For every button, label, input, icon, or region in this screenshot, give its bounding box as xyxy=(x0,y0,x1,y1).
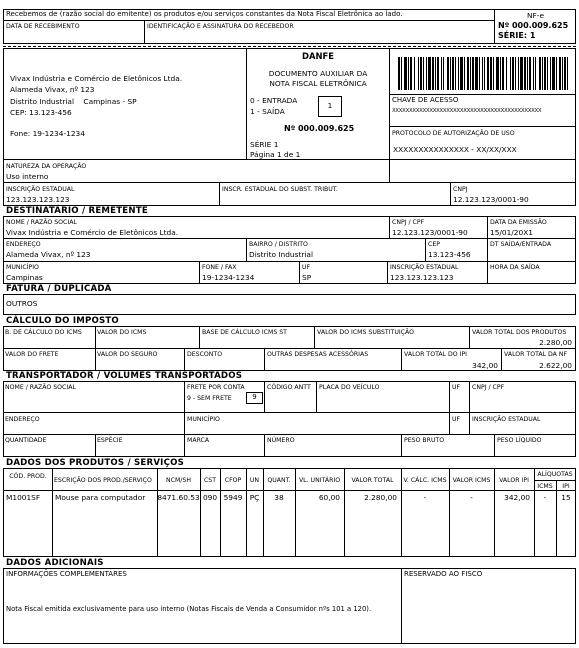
recipient-emission-label: DATA DA EMISSÃO xyxy=(490,219,547,226)
products-col-v xyxy=(52,468,53,557)
receipt-vline-date xyxy=(144,20,145,44)
additional-vline xyxy=(401,568,402,644)
cnpj-value: 12.123.123/0001-90 xyxy=(453,195,529,204)
recipient-exit-date-label: DT SAÍDA/ENTRADA xyxy=(490,241,552,248)
tax-total-nf-label: VALOR TOTAL DA NF xyxy=(504,351,568,358)
products-desc-header: ESCRIÇÃO DOS PROD./SERVIÇO xyxy=(54,477,152,484)
products-un-header: UN xyxy=(249,477,260,484)
receipt-series: SÉRIE: 1 xyxy=(498,31,536,40)
tax-r1-v2 xyxy=(199,326,200,348)
products-ncm-header: NCM/SH xyxy=(166,477,191,484)
receipt-nfe-label: NF-e xyxy=(527,11,544,20)
products-icms-header: VALOR ICMS xyxy=(452,477,491,484)
tax-r2-v4 xyxy=(401,348,402,371)
transport-r3-v3 xyxy=(264,434,265,457)
transport-freight-value: 9 xyxy=(252,393,257,401)
product-code: M1001SF xyxy=(6,493,41,502)
tax-total-nf-value: 2.622,00 xyxy=(539,361,572,370)
danfe-subtitle-1: DOCUMENTO AUXILIAR DA xyxy=(268,69,368,78)
products-qty-header: QUANT. xyxy=(267,477,291,484)
additional-info-label: INFORMAÇÕES COMPLEMENTARES xyxy=(6,570,127,578)
recipient-uf-label: UF xyxy=(302,264,311,271)
transport-r3-v1 xyxy=(95,434,96,457)
products-code-header: CÓD. PROD. xyxy=(9,473,47,480)
recipient-cep-label: CEP xyxy=(428,241,440,248)
transport-qty-label: QUANTIDADE xyxy=(5,437,47,444)
tax-hline xyxy=(3,348,576,349)
product-un: PÇ xyxy=(249,493,260,502)
product-icms: - xyxy=(470,493,473,502)
tax-freight-label: VALOR DO FRETE xyxy=(5,351,59,358)
ie-st-label: INSCR. ESTADUAL DO SUBST. TRIBUT. xyxy=(222,186,338,193)
product-unit: 60,00 xyxy=(318,493,340,502)
transport-species-label: ESPÉCIE xyxy=(97,437,123,444)
transport-r1-v3 xyxy=(316,381,317,412)
barcode xyxy=(398,57,568,90)
products-section-title: DADOS DOS PRODUTOS / SERVIÇOS xyxy=(6,458,184,468)
invoice-section-title: FATURA / DUPLICADA xyxy=(6,284,112,294)
recipient-hline-1 xyxy=(3,238,576,239)
recipient-city-label: MUNICÍPIO xyxy=(6,264,39,271)
recipient-r2-v3 xyxy=(487,238,488,261)
recipient-r1-v1 xyxy=(389,216,390,238)
nature-right-box xyxy=(389,159,576,183)
danfe-number: Nº 000.009.625 xyxy=(284,124,355,133)
transport-number-label: NÚMERO xyxy=(267,437,295,444)
product-cst: 090 xyxy=(202,493,218,502)
transport-r3-v4 xyxy=(401,434,402,457)
issuer-cep: CEP: 13.123-456 xyxy=(10,108,72,117)
tax-section-title: CÁLCULO DO IMPOSTO xyxy=(6,316,119,326)
transport-r1-v5 xyxy=(469,381,470,412)
recipient-section-title: DESTINATÁRIO / REMETENTE xyxy=(6,206,148,216)
access-protocol-value: XXXXXXXXXXXXXXX - XX/XX/XXX xyxy=(393,145,517,154)
ie-vline-2 xyxy=(450,182,451,206)
product-cfop: 5949 xyxy=(223,493,243,502)
transport-r1-v4 xyxy=(449,381,450,412)
products-bc-header: V. CÁLC. ICMS xyxy=(403,477,447,484)
receipt-number: Nº 000.009.625 xyxy=(498,21,569,30)
recipient-exit-time-label: HORA DA SAÍDA xyxy=(490,264,540,271)
receipt-divider xyxy=(3,20,495,21)
tax-r1-v1 xyxy=(95,326,96,348)
product-ncm: 8471.60.53 xyxy=(157,493,200,502)
products-rate-icms-header: ICMS xyxy=(537,483,553,490)
transport-gross-label: PESO BRUTO xyxy=(404,437,445,444)
tax-ipi-label: VALOR TOTAL DO IPI xyxy=(404,351,468,358)
product-rate-ipi: 15 xyxy=(561,493,571,502)
products-rate-ipi-header: IPI xyxy=(562,483,570,490)
products-cfop-header: CFOP xyxy=(224,477,242,484)
transport-r2-v3 xyxy=(469,412,470,434)
tax-other-label: OUTRAS DESPESAS ACESSÓRIAS xyxy=(267,351,369,358)
tax-icms-label: VALOR DO ICMS xyxy=(97,329,147,336)
ie-label: INSCRIÇÃO ESTADUAL xyxy=(6,186,75,193)
receipt-date-label: DATA DE RECEBIMENTO xyxy=(6,23,80,30)
recipient-ie-value: 123.123.123.123 xyxy=(390,273,454,282)
transport-hline-2 xyxy=(3,434,576,435)
tax-r2-v2 xyxy=(184,348,185,371)
transport-r3-v2 xyxy=(184,434,185,457)
barcode-bar xyxy=(567,57,568,90)
issuer-district-city: Distrito Industrial Campinas - SP xyxy=(10,97,137,106)
transport-r1-v2 xyxy=(264,381,265,412)
recipient-r2-v2 xyxy=(425,238,426,261)
recipient-name-label: NOME / RAZÃO SOCIAL xyxy=(6,219,77,226)
additional-section-title: DADOS ADICIONAIS xyxy=(6,558,104,568)
tax-insurance-label: VALOR DO SEGURO xyxy=(97,351,158,358)
issuer-phone: Fone: 19-1234-1234 xyxy=(10,129,85,138)
transport-r1-v1 xyxy=(184,381,185,412)
products-col-v xyxy=(534,468,535,557)
transport-section-title: TRANSPORTADOR / VOLUMES TRANSPORTADOS xyxy=(6,371,243,381)
tax-icms-st-label: VALOR DO ICMS SUBSTITUIÇÃO xyxy=(317,329,414,336)
tax-total-products-label: VALOR TOTAL DOS PRODUTOS xyxy=(472,329,567,336)
recipient-cep-value: 13.123-456 xyxy=(428,250,471,259)
transport-antt-label: CÓDIGO ANTT xyxy=(267,384,311,391)
products-unit-header: VL. UNITÁRIO xyxy=(298,477,341,484)
transport-net-label: PESO LÍQUIDO xyxy=(497,437,542,444)
recipient-r3-v3 xyxy=(387,261,388,284)
recipient-cnpj-label: CNPJ / CPF xyxy=(392,219,425,226)
recipient-r3-v1 xyxy=(199,261,200,284)
cut-line xyxy=(3,46,576,47)
recipient-phone-value: 19-1234-1234 xyxy=(202,273,255,282)
tax-r1-v4 xyxy=(469,326,470,348)
ie-vline-1 xyxy=(219,182,220,206)
transport-address-label: ENDEREÇO xyxy=(5,416,40,423)
receipt-header-text: Recebemos de (razão social do emitente) os produtos e/ou serviços constantes da Nota Fiscal Eletrônica ao lado. xyxy=(6,10,403,18)
recipient-r3-v4 xyxy=(487,261,488,284)
transport-r2-v2 xyxy=(449,412,450,434)
danfe-type-value: 1 xyxy=(327,101,333,110)
recipient-emission-value: 15/01/20X1 xyxy=(490,228,533,237)
transport-brand-label: MARCA xyxy=(187,437,210,444)
recipient-uf-value: SP xyxy=(302,273,312,282)
access-line-1 xyxy=(389,94,576,95)
product-rate-icms: - xyxy=(543,493,547,502)
recipient-r2-v1 xyxy=(246,238,247,261)
recipient-r1-v2 xyxy=(487,216,488,238)
recipient-phone-label: FONE / FAX xyxy=(202,264,237,271)
transport-freight-option: 9 - SEM FRETE xyxy=(187,395,232,402)
transport-hline-1 xyxy=(3,412,576,413)
danfe-title: DANFE xyxy=(302,51,334,61)
danfe-subtitle-2: NOTA FISCAL ELETRÔNICA xyxy=(269,79,367,88)
access-key-value: XXXXXXXXXXXXXXXXXXXXXXXXXXXXXXXXXXXXXXXXXXXX xyxy=(392,108,542,114)
access-line-2 xyxy=(389,126,576,127)
transport-cnpj-label: CNPJ / CPF xyxy=(472,384,505,391)
transport-uf-label: UF xyxy=(452,384,461,391)
products-col-v xyxy=(556,480,557,557)
tax-r1-v3 xyxy=(314,326,315,348)
product-total: 2.280,00 xyxy=(364,493,397,502)
nature-value: Uso interno xyxy=(6,172,49,181)
transport-uf2-label: UF xyxy=(452,416,461,423)
products-rates-subline xyxy=(534,480,576,481)
products-cst-header: CST xyxy=(203,477,217,484)
recipient-cnpj-value: 12.123.123/0001-90 xyxy=(392,228,468,237)
tax-r2-v3 xyxy=(264,348,265,371)
transport-city-label: MUNICÍPIO xyxy=(187,416,220,423)
danfe-series: SÉRIE 1 xyxy=(250,140,279,149)
products-ipi-header: VALOR IPI xyxy=(499,477,529,484)
product-desc: Mouse para computador xyxy=(55,493,146,502)
recipient-address-label: ENDEREÇO xyxy=(6,241,41,248)
product-ipi: 342,00 xyxy=(504,493,530,502)
danfe-saida: 1 - SAÍDA xyxy=(250,107,285,116)
transport-r2-v1 xyxy=(184,412,185,434)
products-rates-header: ALÍQUOTAS xyxy=(537,471,573,478)
recipient-city-value: Campinas xyxy=(6,273,43,282)
tax-discount-label: DESCONTO xyxy=(187,351,223,358)
product-bc: - xyxy=(423,493,427,502)
transport-ie-label: INSCRIÇÃO ESTADUAL xyxy=(472,416,541,423)
tax-ipi-value: 342,00 xyxy=(472,361,498,370)
recipient-district-label: BAIRRO / DISTRITO xyxy=(249,241,308,248)
danfe-page: Página 1 de 1 xyxy=(250,150,301,159)
tax-total-products-value: 2.280,00 xyxy=(539,338,572,347)
invoice-value: OUTROS xyxy=(6,299,38,308)
product-qty: 38 xyxy=(274,493,284,502)
tax-r2-v1 xyxy=(95,348,96,371)
access-protocol-label: PROTOCOLO DE AUTORIZAÇÃO DE USO xyxy=(392,130,515,137)
transport-r3-v5 xyxy=(494,434,495,457)
cnpj-label: CNPJ xyxy=(453,186,468,193)
access-key-label: CHAVE DE ACESSO xyxy=(392,96,459,104)
issuer-address: Alameda Vivax, nº 123 xyxy=(10,85,95,94)
recipient-district-value: Distrito Industrial xyxy=(249,250,314,259)
issuer-name: Vivax Indústria e Comércio de Eletônicos Ltda. xyxy=(10,74,183,83)
receipt-signature-label: IDENTIFICAÇÃO E ASSINATURA DO RECEBEDOR xyxy=(147,23,294,30)
recipient-name-value: Vivax Indústria e Comércio de Eletônicos Ltda. xyxy=(6,228,179,237)
danfe-entrada: 0 - ENTRADA xyxy=(250,96,298,105)
recipient-r3-v2 xyxy=(299,261,300,284)
ie-value: 123.123.123.123 xyxy=(6,195,70,204)
tax-bc-st-label: BASE DE CÁLCULO ICMS ST xyxy=(202,329,287,336)
additional-info-value: Nota Fiscal emitida exclusivamente para uso interno (Notas Fiscais de Venda a Consumidor nºs 101 a 120). xyxy=(6,605,372,613)
transport-name-label: NOME / RAZÃO SOCIAL xyxy=(5,384,76,391)
products-header-line xyxy=(3,490,576,491)
recipient-address-value: Alameda Vivax, nº 123 xyxy=(6,250,91,259)
tax-r2-v5 xyxy=(501,348,502,371)
products-total-header: VALOR TOTAL xyxy=(351,477,394,484)
transport-plate-label: PLACA DO VEÍCULO xyxy=(319,384,380,391)
recipient-ie-label: INSCRIÇÃO ESTADUAL xyxy=(390,264,459,271)
nature-label: NATUREZA DA OPERAÇÃO xyxy=(6,163,87,170)
additional-fisco-label: RESERVADO AO FISCO xyxy=(404,570,483,578)
invoice-box xyxy=(3,294,576,315)
tax-bc-icms-label: B. DE CÁLCULO DO ICMS xyxy=(5,329,82,336)
transport-freight-label: FRETE POR CONTA xyxy=(187,384,245,391)
recipient-hline-2 xyxy=(3,261,576,262)
